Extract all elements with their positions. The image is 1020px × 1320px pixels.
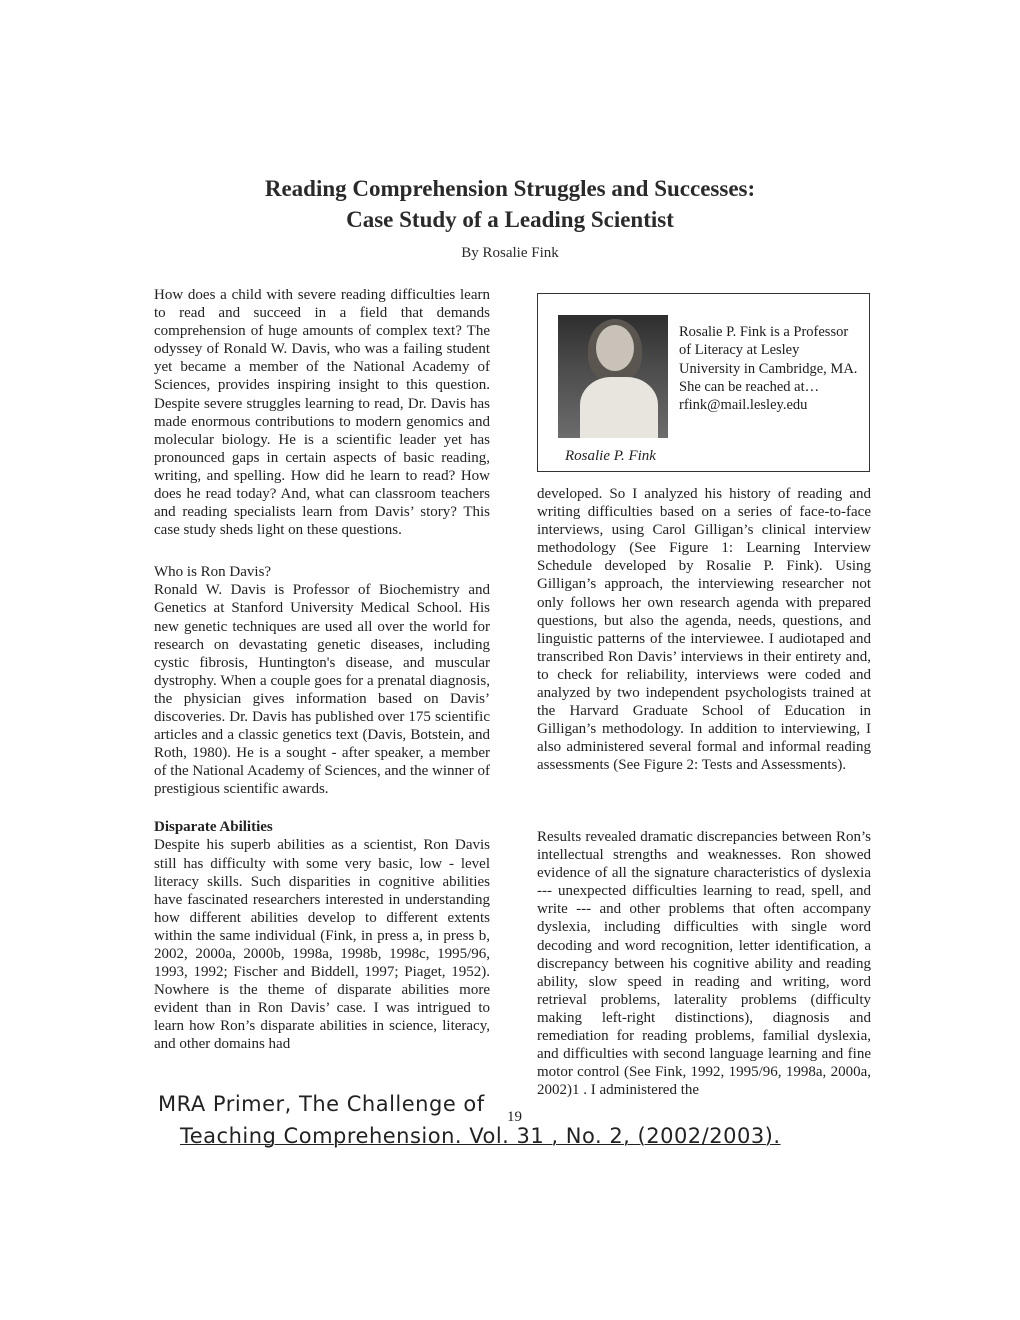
section-body: Despite his superb abilities as a scientist, Ron Davis still has difficulty with some very basic, low - level literacy skills. Such disparities in cognitive abilities have fascinated researchers interested in understanding how different abilities develop to different extents within the same individual (Fink, in press a, in press b, 2002, 2000a, 2000b, 1998a, 1998b, 1998c, 1995/96, 1993, 1992; Fischer and Biddell, 1997; Piaget, 1952). Nowhere is the theme of disparate abilities more evident than in Ron Davis’ case. I was intrigued to learn how Ron’s disparate abilities in science, literacy, and other domains had bbox=[154, 837, 490, 1053]
section-who-is-ron-davis bbox=[154, 563, 490, 798]
body-paragraph: Results revealed dramatic discrepancies between Ron’s intellectual strengths and weaknesses. Ron showed evidence of all the signature characteristics of dyslexia --- unexpected difficulties learning to read, spell, and write --- and other problems that often accompany dyslexia, including difficulties with single word decoding and word recognition, letter identification, a discrepancy between his cognitive ability and reading ability, slow speed in reading and writing, word retrieval problems, laterality problems (difficulty making left-right distinctions), diagnosis and remediation for reading problems, familial dyslexia, and difficulties with second language learning and fine motor control (See Fink, 1992, 1995/96, 1998a, 2000a, 2002)1 . I administered the bbox=[537, 829, 871, 1099]
photo-caption: Rosalie P. Fink bbox=[565, 448, 656, 464]
article-title bbox=[140, 173, 880, 235]
author-photo bbox=[558, 315, 668, 438]
bio-text: Rosalie P. Fink is a Professor of Literacy at Lesley University in Cambridge, MA. She can be reached at… rfink@mail.lesley.edu bbox=[679, 324, 858, 414]
byline: By Rosalie Fink bbox=[461, 245, 559, 261]
title-line-1: Reading Comprehension Struggles and Successes: bbox=[264, 176, 756, 201]
handwritten-line-2: Teaching Comprehension. Vol. 31 , No. 2, (2002/2003). bbox=[180, 1124, 781, 1148]
intro-paragraph: How does a child with severe reading difficulties learn to read and succeed in a field that demands comprehension of huge amounts of complex text? The odyssey of Ronald W. Davis, who was a failing student yet became a member of the National Academy of Sciences, provides inspiring insight to this question. Despite severe struggles learning to read, Dr. Davis has made enormous contributions to modern genomics and molecular biology. He is a scientific leader yet has pronounced gaps in certain aspects of basic reading, writing, and spelling. How did he learn to read? How does he read today? And, what can classroom teachers and reading specialists learn from Davis’ story? This case study sheds light on these questions. bbox=[154, 287, 490, 539]
author-bio-box bbox=[537, 293, 870, 472]
handwritten-line-1: MRA Primer, The Challenge of bbox=[158, 1092, 485, 1116]
right-column-lower bbox=[537, 828, 871, 1099]
section-body: Ronald W. Davis is Professor of Biochemistry and Genetics at Stanford University Medical School. His new genetic techniques are used all over the world for research on devastating genetic diseases, including cystic fibrosis, Huntington's disease, and muscular dystrophy. When a couple goes for a prenatal diagnosis, the physician gives information based on Davis’ discoveries. Dr. Davis has published over 175 scientific articles and a classic genetics text (Davis, Botstein, and Roth, 1980). He is a sought - after speaker, a member of the National Academy of Sciences, and the winner of prestigious scientific awards. bbox=[154, 582, 490, 798]
section-disparate-abilities bbox=[154, 818, 490, 1053]
left-column bbox=[154, 286, 490, 1074]
section-heading: Who is Ron Davis? bbox=[154, 564, 272, 581]
section-heading: Disparate Abilities bbox=[154, 819, 273, 836]
title-line-2: Case Study of a Leading Scientist bbox=[346, 207, 674, 232]
right-column-upper bbox=[537, 485, 871, 775]
body-paragraph: developed. So I analyzed his history of reading and writing difficulties based on a series of face-to-face interviews, using Carol Gilligan’s clinical interview methodology (See Figure 1: Learning Interview Schedule developed by Rosalie P. Fink). Using Gilligan’s approach, the interviewing researcher not only follows her own research agenda with prepared questions, but also the agenda, needs, questions, and linguistic patterns of the interviewee. I audiotaped and transcribed Ron Davis’ interviews in their entirety and, to check for reliability, interviews were coded and analyzed by two independent psychologists trained at the Harvard Graduate School of Education in Gilligan’s methodology. In addition to interviewing, I also administered several formal and informal reading assessments (See Figure 2: Tests and Assessments). bbox=[537, 486, 871, 774]
page-number: 19 bbox=[507, 1109, 522, 1125]
handwritten-citation bbox=[158, 1088, 898, 1152]
